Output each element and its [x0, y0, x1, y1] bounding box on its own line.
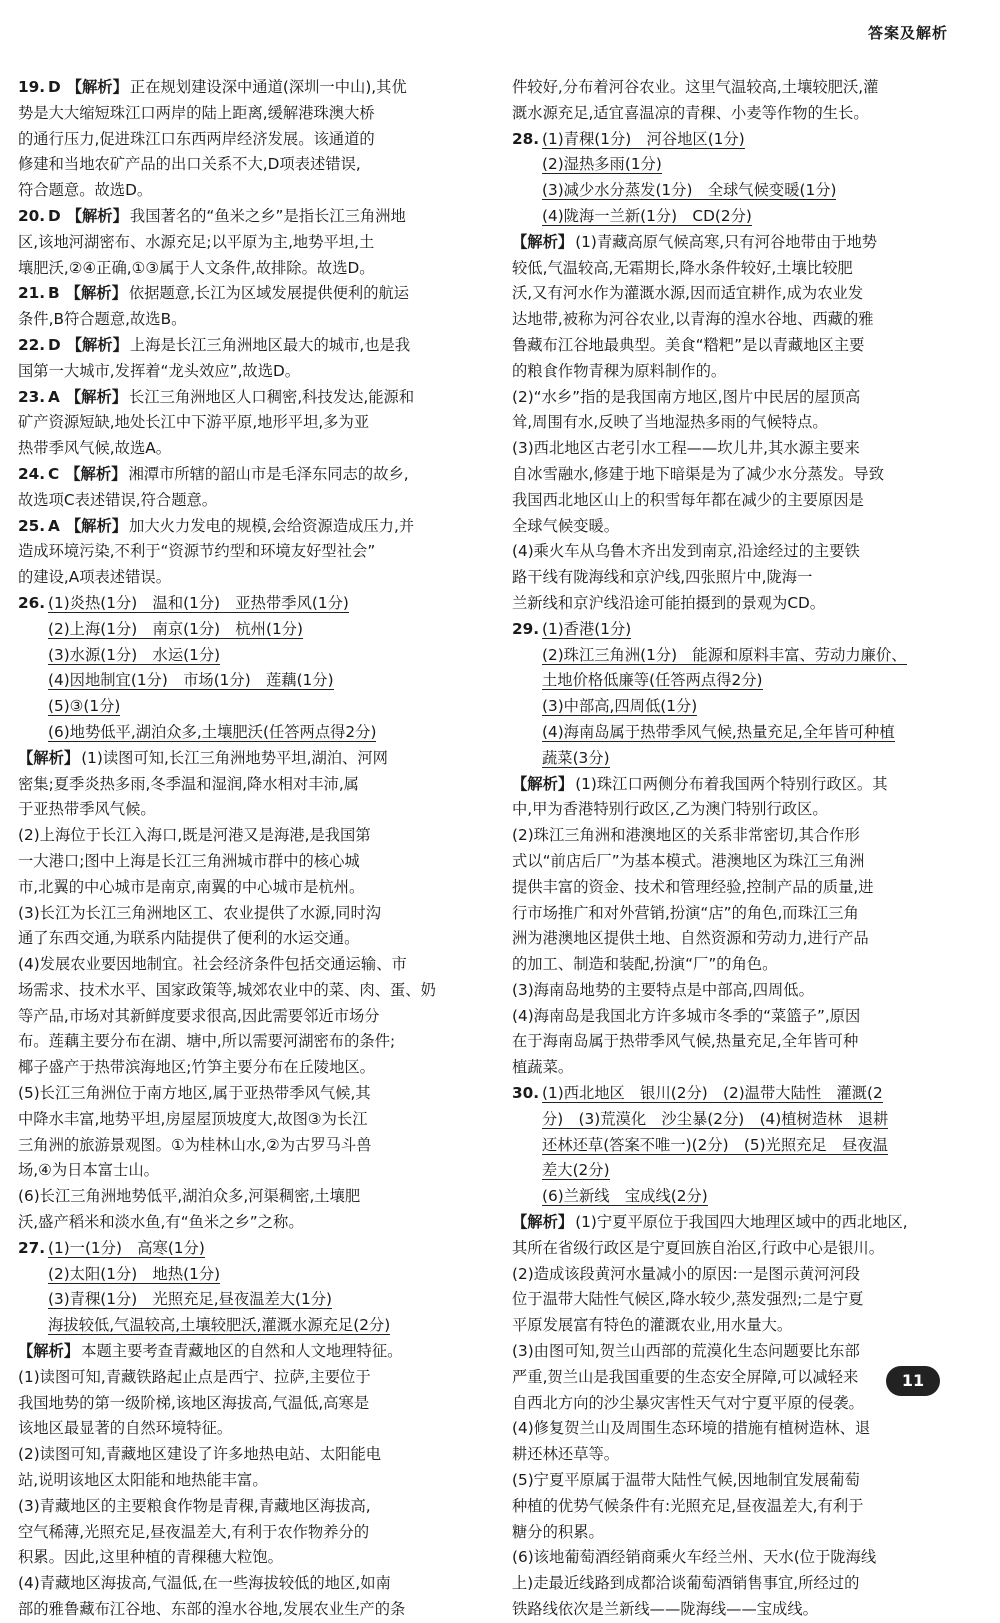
explanation-text: 路干线有陇海线和京沪线,四张照片中,陇海一 — [512, 568, 813, 587]
explanation-text: 我国著名的“鱼米之乡”是指长江三角洲地 — [129, 206, 406, 225]
answer-line — [18, 1236, 448, 1262]
explanation-text: 依据题意,长江为区域发展提供便利的航运 — [128, 284, 410, 303]
explanation-text: 我国地势的第一级阶梯,该地区海拔高,气温低,高寒是 — [18, 1393, 370, 1412]
answer-line — [512, 178, 942, 204]
analysis-tag: 【解析】 — [18, 1342, 80, 1361]
text-line — [18, 514, 448, 540]
answer-letter: A — [48, 387, 60, 406]
text-line — [18, 101, 448, 127]
q29-answers — [512, 617, 942, 772]
explanation-text: 位于温带大陆性气候区,降水较少,蒸发强烈;二是宁夏 — [512, 1290, 864, 1309]
answer-line — [512, 1081, 942, 1107]
explanation-text: (2)读图可知,青藏地区建设了许多地热电站、太阳能电 — [18, 1445, 382, 1464]
explanation-text: 该地区最显著的自然环境特征。 — [18, 1419, 233, 1438]
q29-explanation — [512, 772, 942, 1082]
question-item — [18, 462, 448, 514]
answer-text: (1)西北地区 银川(2分) (2)温带大陆性 灌溉(2 — [542, 1084, 883, 1103]
text-line — [18, 1571, 448, 1597]
text-line — [512, 281, 942, 307]
text-line — [512, 359, 942, 385]
text-line — [512, 1313, 942, 1339]
q26-answers — [18, 591, 448, 746]
explanation-text: 等产品,市场对其新鲜度要求很高,因此需要邻近市场分 — [18, 1006, 380, 1025]
explanation-text: 部的雅鲁藏布江谷地、东部的湟水谷地,发展农业生产的条 — [18, 1600, 406, 1619]
text-line — [18, 385, 448, 411]
answer-line — [512, 668, 942, 694]
question-number: 30. — [512, 1084, 540, 1103]
question-number: 26. — [18, 593, 46, 612]
q30-explanation — [512, 1210, 942, 1623]
answer-text: (3)青稞(1分) 光照充足,昼夜温差大(1分) — [48, 1290, 333, 1309]
explanation-text: 达地带,被称为河谷农业,以青海的湟水谷地、西藏的雅 — [512, 310, 874, 329]
answer-line — [18, 1262, 448, 1288]
text-line — [512, 75, 942, 101]
explanation-text: (1)读图可知,青藏铁路起止点是西宁、拉萨,主要位于 — [18, 1367, 371, 1386]
text-line — [18, 1442, 448, 1468]
explanation-text: 场,④为日本富士山。 — [18, 1161, 159, 1180]
text-line — [18, 978, 448, 1004]
answer-text: (6)地势低平,湖泊众多,土壤肥沃(任答两点得2分) — [48, 722, 377, 741]
explanation-text: 一大港口;图中上海是长江三角洲城市群中的核心城 — [18, 851, 360, 870]
question-number: 20. — [18, 206, 46, 225]
explanation-text: 修建和当地农矿产品的出口关系不大,D项表述错误, — [18, 155, 361, 174]
text-line — [512, 436, 942, 462]
text-line — [512, 514, 942, 540]
text-line — [512, 1365, 942, 1391]
explanation-text: 上)走最近线路到成都洽谈葡萄酒销售事宜,所经过的 — [512, 1574, 860, 1593]
text-line — [512, 1468, 942, 1494]
answer-line — [512, 617, 942, 643]
explanation-text: 较低,气温较高,无霜期长,降水条件较好,土壤比较肥 — [512, 258, 853, 277]
text-line — [512, 230, 942, 256]
right-column — [512, 75, 942, 1623]
explanation-text: (1)宁夏平原位于我国四大地理区域中的西北地区, — [575, 1213, 908, 1232]
question-item — [18, 204, 448, 281]
answer-letter: D — [48, 78, 61, 96]
question-number: 19. — [18, 78, 46, 96]
question-number: 22. — [18, 335, 46, 354]
text-line — [512, 1262, 942, 1288]
text-line — [512, 307, 942, 333]
text-line — [18, 1004, 448, 1030]
answer-text: (2)湿热多雨(1分) — [542, 155, 662, 174]
explanation-text: 场需求、技术水平、国家政策等,城郊农业中的菜、肉、蛋、奶 — [18, 980, 436, 999]
explanation-text: (4)乘火车从乌鲁木齐出发到南京,沿途经过的主要铁 — [512, 542, 860, 561]
explanation-text: (4)海南岛是我国北方许多城市冬季的“菜篮子”,原因 — [512, 1006, 861, 1025]
answer-line — [18, 1287, 448, 1313]
text-line — [18, 75, 448, 101]
text-line — [512, 901, 942, 927]
explanation-text: 平原发展富有特色的灌溉农业,用水量大。 — [512, 1316, 793, 1335]
answer-letter: D — [48, 206, 61, 225]
text-line — [18, 875, 448, 901]
analysis-tag: 【解析】 — [66, 78, 128, 96]
analysis-tag: 【解析】 — [65, 387, 128, 406]
analysis-tag: 【解析】 — [512, 1213, 574, 1232]
multiple-choice-answers — [18, 75, 448, 591]
answer-line — [512, 746, 942, 772]
q27-continuation — [512, 75, 942, 127]
text-line — [18, 1184, 448, 1210]
explanation-text: 自冰雪融水,修建于地下暗渠是为了减少水分蒸发。导致 — [512, 464, 884, 483]
answer-line — [512, 1158, 942, 1184]
explanation-text: 空气稀薄,光照充足,昼夜温差大,有利于农作物养分的 — [18, 1522, 370, 1541]
explanation-text: (6)该地葡萄酒经销商乘火车经兰州、天水(位于陇海线 — [512, 1548, 877, 1567]
explanation-text: 长江三角洲地区人口稠密,科技发达,能源和 — [129, 387, 415, 406]
text-line — [18, 488, 448, 514]
explanation-text: 兰新线和京沪线沿途可能拍摄到的景观为CD。 — [512, 593, 826, 612]
explanation-text: 耕还林还草等。 — [512, 1445, 620, 1464]
text-line — [512, 1520, 942, 1546]
answer-line — [512, 694, 942, 720]
text-line — [18, 1545, 448, 1571]
answer-text: (2)珠江三角洲(1分) 能源和原料丰富、劳动力廉价、 — [542, 645, 907, 664]
explanation-text: 壤肥沃,②④正确,①③属于人文条件,故排除。故选D。 — [18, 258, 375, 277]
explanation-text: 沃,盛产稻米和淡水鱼,有“鱼米之乡”之称。 — [18, 1213, 304, 1232]
text-line — [512, 1571, 942, 1597]
q30-answers — [512, 1081, 942, 1210]
question-item — [18, 385, 448, 462]
text-line — [512, 797, 942, 823]
explanation-text: 件较好,分布着河谷农业。这里气温较高,土壤较肥沃,灌 — [512, 78, 879, 96]
explanation-text: 耸,周围有水,反映了当地湿热多雨的气候特点。 — [512, 413, 828, 432]
q26-explanation — [18, 746, 448, 1236]
explanation-text: 矿产资源短缺,地处长江中下游平原,地形平坦,多为亚 — [18, 413, 370, 432]
answer-line — [18, 617, 448, 643]
text-line — [18, 178, 448, 204]
explanation-text: 条件,B符合题意,故选B。 — [18, 310, 187, 329]
answer-text: (4)海南岛属于热带季风气候,热量充足,全年皆可种植 — [542, 722, 895, 741]
text-line — [512, 462, 942, 488]
answer-line — [512, 720, 942, 746]
text-line — [512, 849, 942, 875]
analysis-tag: 【解析】 — [65, 516, 128, 535]
explanation-text: 符合题意。故选D。 — [18, 181, 153, 200]
explanation-text: (4)青藏地区海拔高,气温低,在一些海拔较低的地区,如南 — [18, 1574, 391, 1593]
explanation-text: 势是大大缩短珠江口两岸的陆上距离,缓解港珠澳大桥 — [18, 103, 375, 122]
text-line — [18, 797, 448, 823]
answer-line — [18, 694, 448, 720]
answer-line — [18, 1313, 448, 1339]
question-item — [18, 333, 448, 385]
text-line — [512, 256, 942, 282]
text-line — [512, 385, 942, 411]
text-line — [18, 539, 448, 565]
text-line — [512, 1055, 942, 1081]
answer-letter: D — [48, 335, 61, 354]
explanation-text: (3)西北地区古老引水工程——坎儿井,其水源主要来 — [512, 439, 860, 458]
question-number: 28. — [512, 129, 540, 148]
explanation-text: 于亚热带季风气候。 — [18, 800, 156, 819]
answer-text: (2)太阳(1分) 地热(1分) — [48, 1264, 221, 1283]
question-number: 24. — [18, 464, 46, 483]
explanation-text: 三角洲的旅游景观图。①为桂林山水,②为古罗马斗兽 — [18, 1135, 372, 1154]
text-line — [18, 1210, 448, 1236]
question-number: 25. — [18, 516, 46, 535]
text-line — [512, 1029, 942, 1055]
explanation-text: 糖分的积累。 — [512, 1522, 604, 1541]
explanation-text: (3)由图可知,贺兰山西部的荒漠化生态问题要比东部 — [512, 1342, 860, 1361]
answer-text: (3)减少水分蒸发(1分) 全球气候变暖(1分) — [542, 181, 837, 200]
explanation-text: 其所在省级行政区是宁夏回族自治区,行政中心是银川。 — [512, 1238, 884, 1257]
text-line — [18, 1339, 448, 1365]
explanation-text: 密集;夏季炎热多雨,冬季温和湿润,降水相对丰沛,属 — [18, 774, 359, 793]
text-line — [18, 1055, 448, 1081]
page-number: 11 — [886, 1366, 940, 1396]
answer-text: (1)青稞(1分) 河谷地区(1分) — [542, 129, 745, 148]
question-number: 21. — [18, 284, 46, 303]
explanation-text: 的加工、制造和装配,扮演“厂”的角色。 — [512, 955, 778, 974]
text-line — [512, 1210, 942, 1236]
question-27 — [18, 1236, 448, 1623]
explanation-text: 湘潭市所辖的韶山市是毛泽东同志的故乡, — [128, 464, 409, 483]
question-28 — [512, 127, 942, 617]
explanation-text: 鲁藏布江谷地最典型。美食“糌粑”是以青藏地区主要 — [512, 335, 865, 354]
explanation-text: 区,该地河湖密布、水源充足;以平原为主,地势平坦,土 — [18, 232, 375, 251]
explanation-text: 植蔬菜。 — [512, 1058, 574, 1077]
text-line — [18, 1416, 448, 1442]
text-line — [512, 978, 942, 1004]
explanation-text: 洲为港澳地区提供土地、自然资源和劳动力,进行产品 — [512, 929, 869, 948]
text-line — [18, 1468, 448, 1494]
text-line — [512, 926, 942, 952]
text-line — [512, 1494, 942, 1520]
explanation-text: 热带季风气候,故选A。 — [18, 439, 171, 458]
q27-answers — [18, 1236, 448, 1339]
explanation-text: (6)长江三角洲地势低平,湖泊众多,河渠稠密,土壤肥 — [18, 1187, 361, 1206]
text-line — [18, 462, 448, 488]
text-line — [18, 333, 448, 359]
q28-explanation — [512, 230, 942, 617]
text-line — [18, 230, 448, 256]
explanation-text: 我国西北地区山上的积雪每年都在减少的主要原因是 — [512, 490, 864, 509]
answer-text: (1)一(1分) 高寒(1分) — [48, 1238, 205, 1257]
text-line — [18, 1029, 448, 1055]
explanation-text: (2)上海位于长江入海口,既是河港又是海港,是我国第 — [18, 826, 371, 845]
text-line — [512, 875, 942, 901]
answer-text: (1)炎热(1分) 温和(1分) 亚热带季风(1分) — [48, 593, 349, 612]
explanation-text: 行市场推广和对外营销,扮演“店”的角色,而珠江三角 — [512, 903, 859, 922]
explanation-text: 通了东西交通,为联系内陆提供了便利的水运交通。 — [18, 929, 360, 948]
answer-text: (6)兰新线 宝成线(2分) — [542, 1187, 708, 1206]
text-line — [512, 1597, 942, 1623]
text-line — [18, 127, 448, 153]
q27-explanation — [18, 1339, 448, 1623]
question-30 — [512, 1081, 942, 1623]
text-line — [18, 1520, 448, 1546]
answer-line — [18, 643, 448, 669]
text-line — [512, 410, 942, 436]
answer-line — [18, 591, 448, 617]
answer-text: 还林还草(答案不唯一)(2分) (5)光照充足 昼夜温 — [542, 1135, 888, 1154]
explanation-text: 溉水源充足,适宜喜温凉的青稞、小麦等作物的生长。 — [512, 103, 869, 122]
explanation-text: 正在规划建设深中通道(深圳一中山),其优 — [129, 78, 407, 96]
explanation-text: 故选项C表述错误,符合题意。 — [18, 490, 218, 509]
answer-text: (3)中部高,四周低(1分) — [542, 697, 698, 716]
answer-text: 海拔较低,气温较高,土壤较肥沃,灌溉水源充足(2分) — [48, 1316, 391, 1335]
text-line — [512, 333, 942, 359]
q28-answers — [512, 127, 942, 230]
explanation-text: 的通行压力,促进珠江口东西两岸经济发展。该通道的 — [18, 129, 375, 148]
answer-text: (3)水源(1分) 水运(1分) — [48, 645, 221, 664]
explanation-text: (2)珠江三角洲和港澳地区的关系非常密切,其合作形 — [512, 826, 860, 845]
explanation-text: 种植的优势气候条件有:光照充足,昼夜温差大,有利于 — [512, 1496, 864, 1515]
text-line — [18, 565, 448, 591]
answer-line — [512, 152, 942, 178]
answer-line — [512, 1184, 942, 1210]
question-item — [18, 281, 448, 333]
answer-text: (4)因地制宜(1分) 市场(1分) 莲藕(1分) — [48, 671, 334, 690]
text-line — [18, 1365, 448, 1391]
analysis-tag: 【解析】 — [66, 335, 128, 354]
explanation-text: (5)长江三角洲位于南方地区,属于亚热带季风气候,其 — [18, 1084, 371, 1103]
explanation-text: 中,甲为香港特别行政区,乙为澳门特别行政区。 — [512, 800, 828, 819]
text-line — [18, 1081, 448, 1107]
explanation-text: (1)青藏高原气候高寒,只有河谷地带由于地势 — [575, 232, 878, 251]
answer-text: (5)③(1分) — [48, 697, 121, 716]
answer-line — [512, 127, 942, 153]
question-item — [18, 75, 448, 204]
question-number: 27. — [18, 1238, 46, 1257]
explanation-text: 本题主要考查青藏地区的自然和人文地理特征。 — [81, 1342, 403, 1361]
explanation-text: 自西北方向的沙尘暴灾害性天气对宁夏平原的侵袭。 — [512, 1393, 864, 1412]
text-line — [18, 436, 448, 462]
explanation-text: (5)宁夏平原属于温带大陆性气候,因地制宜发展葡萄 — [512, 1471, 860, 1490]
explanation-text: 市,北翼的中心城市是南京,南翼的中心城市是杭州。 — [18, 877, 365, 896]
question-number: 23. — [18, 387, 46, 406]
text-line — [18, 256, 448, 282]
analysis-tag: 【解析】 — [512, 774, 574, 793]
explanation-text: 全球气候变暖。 — [512, 516, 620, 535]
analysis-tag: 【解析】 — [512, 232, 574, 251]
explanation-text: 上海是长江三角洲地区最大的城市,也是我 — [129, 335, 411, 354]
text-line — [512, 952, 942, 978]
explanation-text: 的粮食作物青稞为原料制作的。 — [512, 361, 727, 380]
text-line — [512, 1004, 942, 1030]
explanation-text: 严重,贺兰山是我国重要的生态安全屏障,可以减轻来 — [512, 1367, 859, 1386]
answer-letter: A — [48, 516, 60, 535]
text-line — [18, 204, 448, 230]
explanation-text: 加大火力发电的规模,会给资源造成压力,并 — [129, 516, 415, 535]
text-line — [512, 823, 942, 849]
text-line — [18, 952, 448, 978]
analysis-tag: 【解析】 — [65, 464, 127, 483]
text-line — [18, 307, 448, 333]
text-line — [18, 152, 448, 178]
section-title: 答案及解析 — [867, 24, 948, 42]
question-number: 29. — [512, 619, 540, 638]
text-line — [512, 1391, 942, 1417]
answer-line — [512, 204, 942, 230]
text-line — [512, 1442, 942, 1468]
answer-line — [18, 720, 448, 746]
question-item — [18, 514, 448, 591]
text-line — [512, 591, 942, 617]
explanation-text: 造成环境污染,不利于“资源节约型和环境友好型社会” — [18, 542, 376, 561]
left-column — [18, 75, 448, 1623]
question-26 — [18, 591, 448, 1236]
analysis-tag: 【解析】 — [18, 748, 80, 767]
text-line — [512, 1339, 942, 1365]
text-line — [512, 772, 942, 798]
explanation-text: (1)珠江口两侧分布着我国两个特别行政区。其 — [575, 774, 888, 793]
text-line — [18, 772, 448, 798]
explanation-text: 布。莲藕主要分布在湖、塘中,所以需要河湖密布的条件; — [18, 1032, 396, 1051]
answer-text: (4)陇海一兰新(1分) CD(2分) — [542, 206, 752, 225]
text-line — [18, 1494, 448, 1520]
answer-letter: B — [48, 284, 60, 303]
text-line — [18, 1107, 448, 1133]
text-line — [512, 1416, 942, 1442]
explanation-text: (4)修复贺兰山及周围生态环境的措施有植树造林、退 — [512, 1419, 871, 1438]
text-line — [18, 410, 448, 436]
explanation-text: 铁路线依次是兰新线——陇海线——宝成线。 — [512, 1600, 818, 1619]
explanation-text: 椰子盛产于热带滨海地区;竹笋主要分布在丘陵地区。 — [18, 1058, 375, 1077]
text-line — [512, 1287, 942, 1313]
text-line — [18, 901, 448, 927]
answer-line — [18, 668, 448, 694]
answer-text: 土地价格低廉等(任答两点得2分) — [542, 671, 763, 690]
text-line — [512, 565, 942, 591]
answer-letter: C — [48, 464, 60, 483]
explanation-text: (4)发展农业要因地制宜。社会经济条件包括交通运输、市 — [18, 955, 407, 974]
explanation-text: 站,说明该地区太阳能和地热能丰富。 — [18, 1471, 268, 1490]
explanation-text: 式以“前店后厂”为基本模式。港澳地区为珠江三角洲 — [512, 851, 865, 870]
answer-text: 蔬菜(3分) — [542, 748, 610, 767]
explanation-text: 的建设,A项表述错误。 — [18, 568, 171, 587]
text-line — [18, 849, 448, 875]
explanation-text: (2)造成该段黄河水量减小的原因:一是图示黄河河段 — [512, 1264, 861, 1283]
text-line — [18, 926, 448, 952]
text-line — [18, 1133, 448, 1159]
text-line — [18, 1597, 448, 1623]
answer-text: (1)香港(1分) — [542, 619, 632, 638]
explanation-text: (3)长江为长江三角洲地区工、农业提供了水源,同时沟 — [18, 903, 382, 922]
answer-line — [512, 643, 942, 669]
explanation-text: 在于海南岛属于热带季风气候,热量充足,全年皆可种 — [512, 1032, 859, 1051]
text-line — [512, 539, 942, 565]
text-line — [18, 746, 448, 772]
text-line — [512, 1236, 942, 1262]
text-line — [18, 281, 448, 307]
explanation-text: (3)青藏地区的主要粮食作物是青稞,青藏地区海拔高, — [18, 1496, 371, 1515]
answer-text: 差大(2分) — [542, 1161, 610, 1180]
explanation-text: (1)读图可知,长江三角洲地势平坦,湖泊、河网 — [81, 748, 388, 767]
analysis-tag: 【解析】 — [65, 284, 127, 303]
text-line — [512, 1545, 942, 1571]
answer-line — [512, 1107, 942, 1133]
text-line — [18, 359, 448, 385]
answer-text: (2)上海(1分) 南京(1分) 杭州(1分) — [48, 619, 303, 638]
answer-text: 分) (3)荒漠化 沙尘暴(2分) (4)植树造林 退耕 — [542, 1109, 889, 1128]
explanation-text: (3)海南岛地势的主要特点是中部高,四周低。 — [512, 980, 814, 999]
explanation-text: 提供丰富的资金、技术和管理经验,控制产品的质量,进 — [512, 877, 874, 896]
text-line — [512, 101, 942, 127]
explanation-text: (2)“水乡”指的是我国南方地区,图片中民居的屋顶高 — [512, 387, 861, 406]
explanation-text: 中降水丰富,地势平坦,房屋屋顶坡度大,故图③为长江 — [18, 1109, 368, 1128]
explanation-text: 积累。因此,这里种植的青稞穗大粒饱。 — [18, 1548, 283, 1567]
analysis-tag: 【解析】 — [66, 206, 128, 225]
explanation-text: 沃,又有河水作为灌溉水源,因而适宜耕作,成为农业发 — [512, 284, 864, 303]
text-line — [18, 823, 448, 849]
question-29 — [512, 617, 942, 1081]
text-line — [18, 1391, 448, 1417]
text-line — [512, 488, 942, 514]
answer-line — [512, 1133, 942, 1159]
explanation-text: 国第一大城市,发挥着“龙头效应”,故选D。 — [18, 361, 301, 380]
text-line — [18, 1158, 448, 1184]
